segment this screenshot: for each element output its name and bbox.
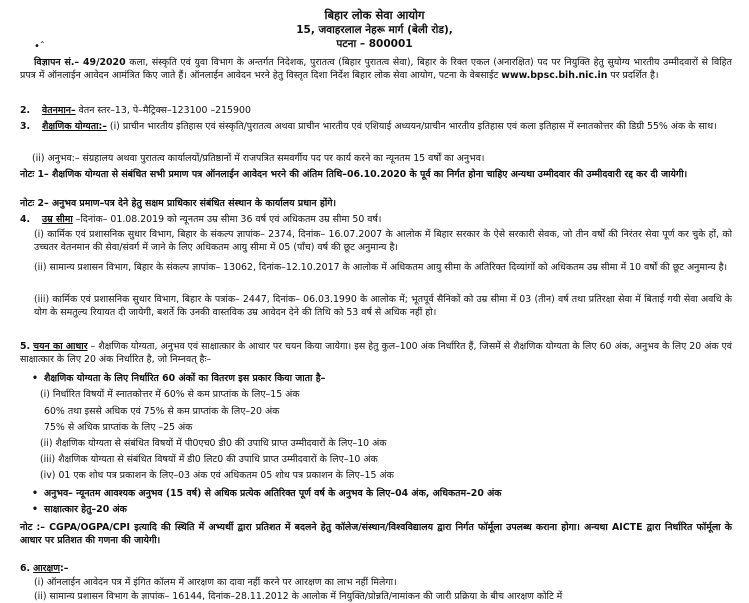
section-5 [20, 340, 732, 366]
s5-bullet-1-text: शैक्षणिक योग्यता के लिए निर्धारित 60 अंकों का वितरण इस प्रकार किया जाता है– [44, 373, 326, 384]
s6-title: आरक्षण [33, 563, 60, 574]
s4-item-iii: (iii) कार्मिक एवं प्रशासनिक सुधार विभाग, बिहार के पत्रांक– 2447, दिनांक– 06.03.1990 के आलोक में; भूतपूर्व सैनिकों को उम्र सीमा में 03 (तीन) वर्ष तथा प्रतिरक्षा सेवा में बिताई गयी सेवा अवधि के योग के समतुल्य रियायत दी जायेगी, बशर्ते कि उनकी वास्तविक उम्र आवेदन देने की तिथि को 53 वर्ष से अधिक नहीं हो। [34, 294, 732, 318]
s5-bullet-3-text: साक्षात्कार हेतु–20 अंक [44, 504, 127, 515]
s4-number: 4. [20, 214, 31, 225]
advert-number: विज्ञापन सं.– 49/2020 [34, 57, 126, 68]
s5-number: 5. [20, 341, 31, 352]
s5-line-6: (iv) 01 एक शोध पत्र प्रकाशन के लिए–03 अंक एवं अधिकतम 05 शोध पत्र प्रकाशन के लिए–15 अंक [40, 470, 394, 481]
s2-number: 2. [20, 105, 31, 116]
s5-bullet-3: • साक्षात्कार हेतु–20 अंक [32, 504, 127, 515]
advert-tail: पर प्रदर्शित है। [607, 70, 659, 81]
s5-line-5: (iii) शैक्षणिक योग्यता से संबंधित विषयों में डी0 लिट0 की उपाधि प्राप्त उम्मीदवारों के लिए–10 अंक [40, 454, 378, 465]
section-4 [20, 213, 732, 226]
s5-bullet-1: • शैक्षणिक योग्यता के लिए निर्धारित 60 अंकों का वितरण इस प्रकार किया जाता है– [32, 373, 326, 384]
s5-line-3: 75% से अधिक प्राप्तांक के लिए –25 अंक [44, 422, 193, 433]
advert-paragraph [20, 56, 732, 82]
s5-line-4: (ii) शैक्षणिक योग्यता से संबंधित विषयों में पी0एच0 डी0 की उपाधि प्राप्त उम्मीदवारों के लिए–10 अंक [40, 438, 387, 449]
s3-number: 3. [20, 121, 31, 132]
note-1: नोटः 1– शैक्षणिक योग्यता से संबंधित सभी प्रमाण पत्र ऑनलाईन आवेदन भरने की अंतिम तिथि–06.10.2020 के पूर्व का निर्गत होना चाहिए अन्यथा उम्मीदवार की उम्मीदवारी रद्द कर दी जायेगी। [20, 169, 688, 180]
advert-text: कला, संस्कृति एवं युवा विभाग के अन्तर्गत निदेशक, पुरातत्व (बिहार पुरातत्व सेवा), बिहार के रिक्त एकल (अनारक्षित) पद पर नियुक्ति हेतु सुयोग्य भारतीय उम्मीदवारों से विहित प्रपत्र में ऑनलाईन आवेदन आमंत्रित किए जाते हैं। ऑनलाईन आवेदन भरने हेतु विस्तृत दिशा निर्देश बिहार लोक सेवा आयोग, पटना के वेबसाईट [20, 57, 732, 81]
s5-text: – शैक्षणिक योग्यता, अनुभव एवं साक्षात्कार के आधार पर चयन किया जायेगा। इस हेतु कुल–100 अंक निर्धारित हैं, जिसमें से शैक्षणिक योग्यता के लिए 60 अंक, अनुभव के लिए 20 अंक एवं साक्षात्कार के लिए 20 अंक निर्धारित है, जो निम्नवत् हैः– [20, 341, 732, 365]
s4-item-i: (i) कार्मिक एवं प्रशासनिक सुधार विभाग, बिहार के संकल्प ज्ञापांक– 2374, दिनांक– 16.07.2007 के आलोक में बिहार सरकार के ऐसे सरकारी सेवक, जो तीन वर्षों की निरंतर सेवा पूर्ण कर चुके हों, को उच्चतर वेतनमान की सेवा/संवर्ग में जाने के लिए अधिकतम आयु सीमा में 05 (पाँच) वर्ष की छूट अनुमान्य है। [34, 229, 732, 253]
s4-title: उम्र सीमा [42, 214, 73, 225]
section-3 [20, 120, 732, 133]
s6-number: 6. [20, 563, 31, 574]
s5-line-1: (i) निर्धारित विषयों में स्नातकोत्तर में 60% से कम प्राप्तांक के लिए–15 अंक [40, 389, 300, 400]
s6-item-i: (i) ऑनलाईन आवेदन पत्र में इंगित कॉलम में आरक्षण का दावा नहीं करने पर आरक्षण का लाभ नहीं मिलेगा। [34, 577, 397, 588]
s3-title: शैक्षणिक योग्यता:– [42, 121, 107, 132]
org-city: पटना – 800001 [336, 38, 413, 50]
s3-text: (i) प्राचीन भारतीय इतिहास एवं संस्कृति/पुरातत्व अथवा प्राचीन भारतीय एवं एशियाई अध्ययन/प्राचीन भारतीय इतिहास एवं कला इतिहास में स्नातकोत्तर की डिग्री 55% अंक के साथ। [106, 121, 717, 132]
section-6: 6. आरक्षण:– [20, 563, 69, 574]
scan-mark: •ˆ [34, 41, 45, 52]
org-name: बिहार लोक सेवा आयोग [324, 8, 425, 22]
note-2: नोटः 2– अनुभव प्रमाण–पत्र देने हेतु सक्षम प्राधिकार संबंधित संस्थान के कार्यालय प्रधान होंगे। [20, 198, 337, 209]
org-address: 15, जवाहरलाल नेहरू मार्ग (बेली रोड), [296, 24, 453, 36]
s4-text: –दिनांक– 01.08.2019 को न्यूनतम उम्र सीमा 36 वर्ष एवं अधिकतम उम्र सीमा 50 वर्ष। [72, 214, 382, 225]
s5-bullet-2-text: अनुभव– न्यूनतम आवश्यक अनुभव (15 वर्ष) से अधिक प्रत्येक अतिरिक्त पूर्ण वर्ष के अनुभव के लिए–04 अंक, अधिकतम–20 अंक [44, 488, 502, 499]
s5-note: नोट :– CGPA/OGPA/CPI इत्यादि की स्थिति में अभ्यर्थी द्वारा प्रतिशत में बदलने हेतु कॉलेज/संस्थान/विश्वविद्यालय द्वारा निर्गत फॉर्मूला उपलब्ध कराना होगा। अन्यथा AICTE द्वारा निर्धारित फॉर्मूला के आधार पर प्रतिशत की गणना की जायेगी। [20, 522, 732, 546]
s5-title: चयन का आधार [33, 341, 88, 352]
s5-line-2: 60% तथा इससे अधिक एवं 75% से कम प्राप्तांक के लिए–20 अंक [44, 406, 280, 417]
s2-text: वेतन स्तर–13, पे–मैट्रिक्स–123100 –215900 [75, 105, 251, 116]
section-2 [20, 104, 732, 117]
s3-experience: (ii) अनुभव:– संग्रहालय अथवा पुरातत्व कार्यालयों/प्रतिष्ठानों में राजपत्रित समवर्गीय पद पर कार्य करने का न्यूनतम 15 वर्षों का अनुभव। [32, 153, 485, 164]
s5-bullet-2: • अनुभव– न्यूनतम आवश्यक अनुभव (15 वर्ष) से अधिक प्रत्येक अतिरिक्त पूर्ण वर्ष के अनुभव के लिए–04 अंक, अधिकतम–20 अंक [32, 488, 502, 499]
header [0, 8, 749, 51]
s2-title: वेतनमान– [42, 105, 76, 116]
website-link[interactable]: www.bpsc.bih.nic.in [501, 70, 608, 81]
s6-item-ii: (ii) सामान्य प्रशासन विभाग के ज्ञापांक– 16144, दिनांक–28.11.2012 के आलोक में नियुक्ति/प्रोन्नति/नामांकन की जारी प्रक्रिया के बीच आरक्षण कोटि में [34, 591, 563, 602]
s4-item-ii: (ii) सामान्य प्रशासन विभाग, बिहार के संकल्प ज्ञापांक– 13062, दिनांक–12.10.2017 के आलोक में अधिकतम आयु सीमा के अतिरिक्त दिव्यांगों को अधिकतम उम्र सीमा में 10 वर्षों की छूट अनुमान्य है। [34, 262, 728, 273]
